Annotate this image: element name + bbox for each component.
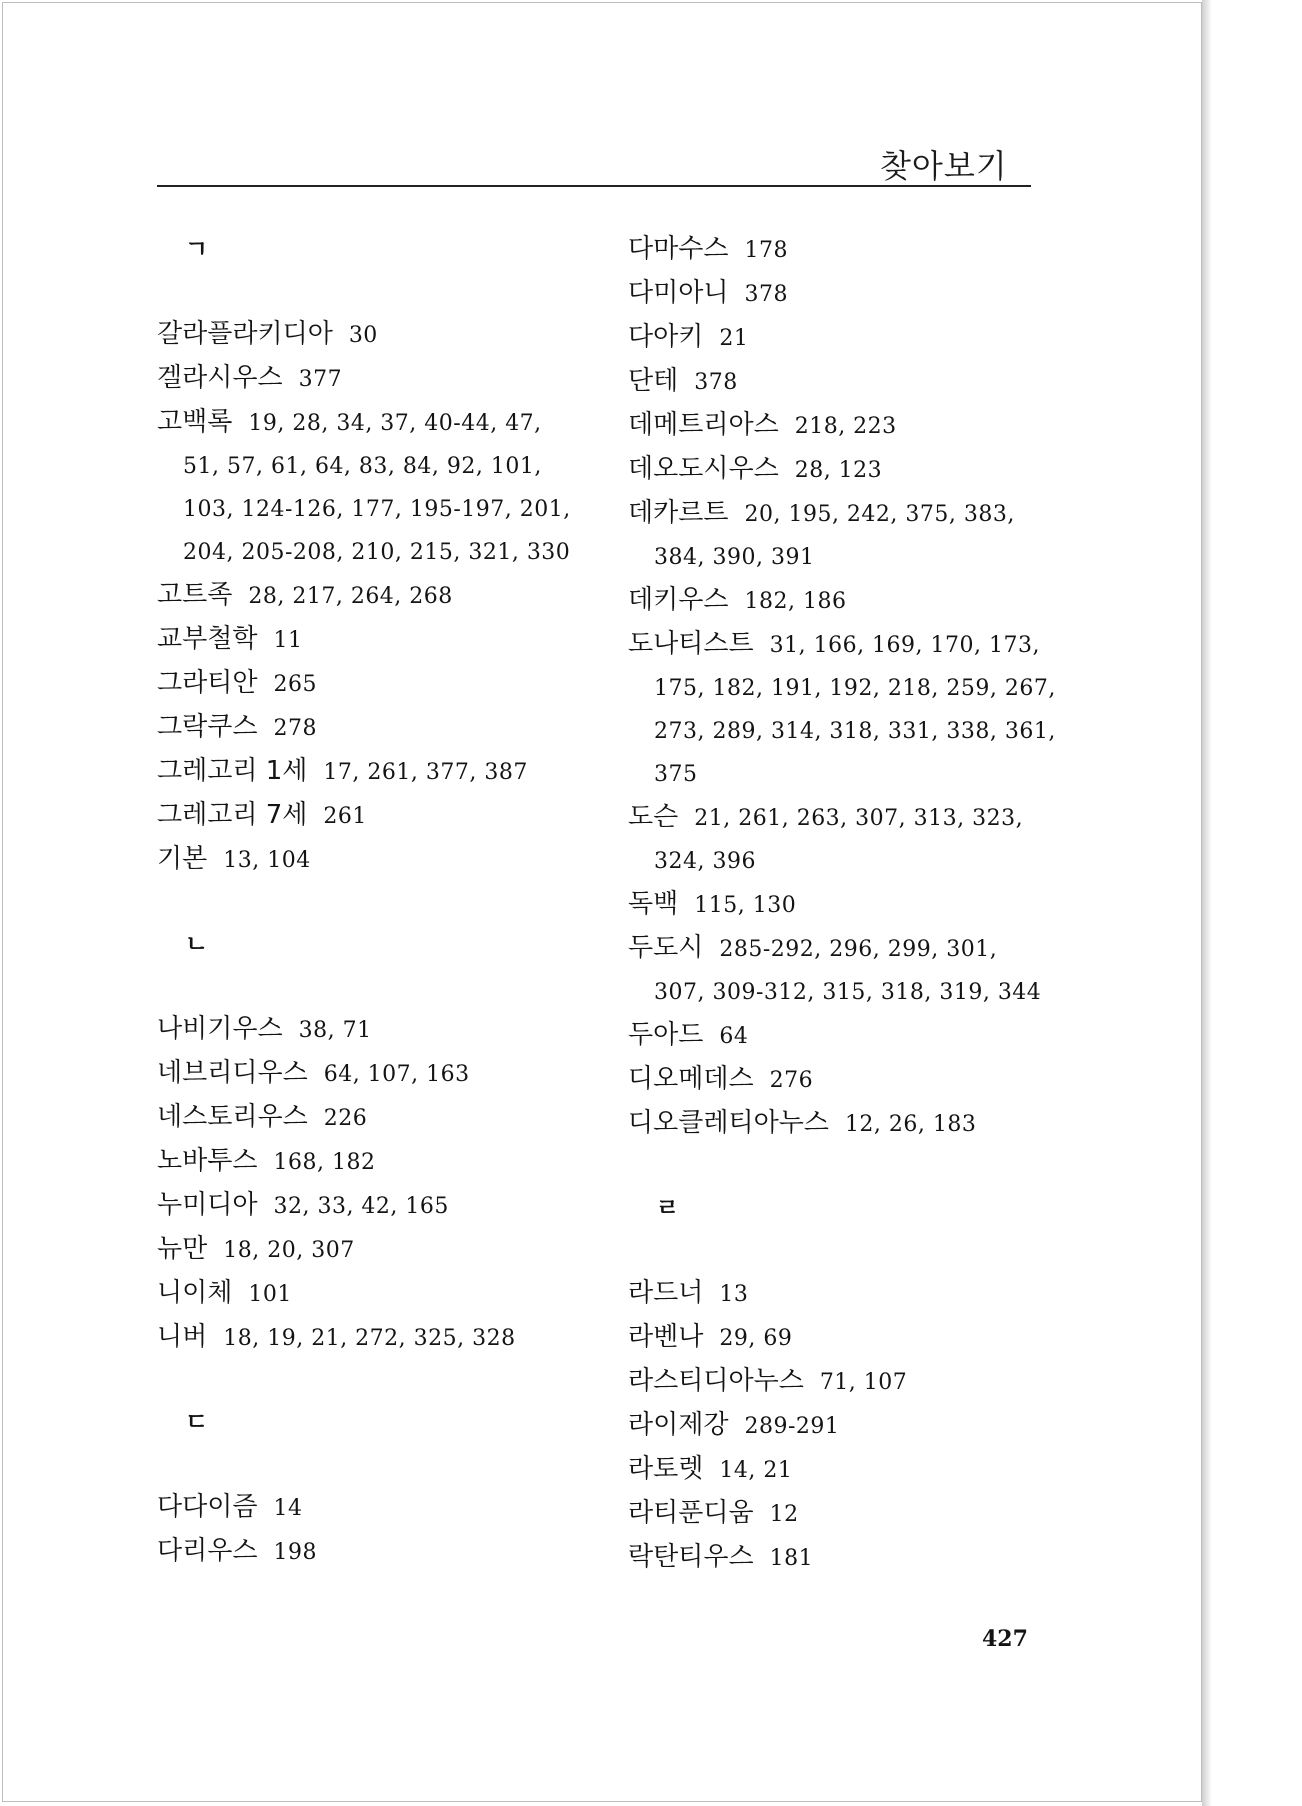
entry-pages: 13, 104 [223, 848, 311, 873]
entry-term: 라이제강 [628, 1410, 729, 1440]
index-entry [157, 1228, 577, 1272]
index-entry [628, 1058, 1068, 1102]
index-entry [628, 492, 1068, 536]
entry-term: 누미디아 [157, 1190, 258, 1220]
entry-pages: 101 [248, 1282, 292, 1307]
index-entry [157, 662, 577, 706]
entry-pages: 28, 217, 264, 268 [248, 584, 453, 609]
index-entry [157, 750, 577, 794]
entry-term: 두아드 [628, 1020, 704, 1050]
entry-term: 락탄티우스 [628, 1542, 754, 1572]
index-entry [157, 1096, 577, 1140]
entry-term: 데메트리아스 [628, 410, 779, 440]
entry-pages: 278 [273, 716, 317, 741]
entry-term: 데오도시우스 [628, 454, 779, 484]
entry-term: 도나티스트 [628, 629, 754, 659]
entry-pages: 115, 130 [694, 893, 797, 918]
entry-pages: 71, 107 [819, 1370, 908, 1395]
index-entry [628, 404, 1068, 448]
entry-term: 두도시 [628, 933, 704, 963]
entry-pages: 168, 182 [273, 1150, 376, 1175]
entry-pages: 182, 186 [744, 589, 847, 614]
index-entry [628, 1536, 1068, 1580]
entry-pages: 64, 107, 163 [323, 1062, 470, 1087]
index-entry [628, 448, 1068, 492]
index-entry [157, 1486, 577, 1530]
entry-term: 디오클레티아누스 [628, 1108, 829, 1138]
entry-term: 나비기우스 [157, 1014, 283, 1044]
entry-pages: 265 [273, 672, 317, 697]
index-entry [157, 1140, 577, 1184]
section-heading-n: ㄴ [185, 930, 209, 958]
entry-term: 다마수스 [628, 234, 729, 264]
index-entry [157, 1316, 577, 1360]
entry-term: 뉴만 [157, 1234, 208, 1264]
entry-pages: 28, 123 [794, 458, 883, 483]
index-entry [628, 316, 1068, 360]
index-entry [157, 574, 577, 618]
index-entry [157, 706, 577, 750]
entry-pages-continued: 375 [654, 762, 698, 787]
entry-pages: 12 [769, 1502, 799, 1527]
index-entry [628, 883, 1068, 927]
entry-term: 다아키 [628, 322, 704, 352]
entry-pages: 378 [744, 282, 788, 307]
entry-pages-continued: 307, 309-312, 315, 318, 319, 344 [654, 980, 1042, 1005]
index-entry [628, 579, 1068, 623]
entry-pages: 12, 26, 183 [844, 1112, 977, 1137]
entry-term: 데키우스 [628, 585, 729, 615]
entry-term: 디오메데스 [628, 1064, 754, 1094]
entry-pages-continued: 175, 182, 191, 192, 218, 259, 267, [654, 676, 1056, 701]
entry-pages-continued: 204, 205-208, 210, 215, 321, 330 [183, 540, 571, 565]
entry-pages: 276 [769, 1068, 814, 1093]
entry-term: 겔라시우스 [157, 363, 283, 393]
index-entry [628, 272, 1068, 316]
entry-pages: 32, 33, 42, 165 [273, 1194, 449, 1219]
index-entry [628, 360, 1068, 404]
index-column-left [157, 228, 577, 1574]
entry-pages-continued: 384, 390, 391 [654, 545, 815, 570]
index-entry [628, 1492, 1068, 1536]
entry-pages-continued: 51, 57, 61, 64, 83, 84, 92, 101, [183, 454, 542, 479]
entry-pages: 38, 71 [298, 1018, 372, 1043]
entry-term: 다리우스 [157, 1536, 258, 1566]
index-entry [157, 1052, 577, 1096]
entry-term: 라티푼디움 [628, 1498, 754, 1528]
entry-pages: 21, 261, 263, 307, 313, 323, [694, 806, 1024, 831]
entry-pages: 198 [273, 1540, 317, 1565]
page-number: 427 [982, 1626, 1028, 1652]
entry-pages: 13 [719, 1282, 749, 1307]
entry-term: 단테 [628, 366, 679, 396]
entry-term: 라토렛 [628, 1454, 704, 1484]
index-entry [628, 1014, 1068, 1058]
running-header: 찾아보기 [880, 147, 1008, 185]
entry-term: 니버 [157, 1322, 208, 1352]
entry-pages: 18, 19, 21, 272, 325, 328 [223, 1326, 516, 1351]
entry-pages: 64 [719, 1024, 749, 1049]
entry-pages: 226 [323, 1106, 368, 1131]
entry-term: 고트족 [157, 580, 233, 610]
index-entry [628, 796, 1068, 840]
entry-term: 다다이즘 [157, 1492, 258, 1522]
index-entry [157, 618, 577, 662]
entry-term: 노바투스 [157, 1146, 258, 1176]
entry-term: 그레고리 7세 [157, 800, 308, 830]
index-entry [628, 1448, 1068, 1492]
entry-pages: 377 [298, 367, 343, 392]
entry-pages: 20, 195, 242, 375, 383, [744, 502, 1015, 527]
index-column-right [628, 228, 1068, 1580]
entry-term: 그락쿠스 [157, 712, 258, 742]
entry-term: 갈라플라키디아 [157, 319, 333, 349]
entry-pages: 30 [348, 323, 378, 348]
entry-term: 독백 [628, 889, 679, 919]
section-heading-g: ㄱ [185, 235, 209, 263]
entry-term: 라드너 [628, 1278, 704, 1308]
index-entry [628, 1272, 1068, 1316]
index-entry [157, 313, 577, 357]
entry-term: 다미아니 [628, 278, 729, 308]
index-entry [157, 1008, 577, 1052]
entry-term: 기본 [157, 844, 208, 874]
index-entry [157, 1530, 577, 1574]
entry-pages: 181 [769, 1546, 814, 1571]
entry-term: 라벤나 [628, 1322, 704, 1352]
entry-pages: 14, 21 [719, 1458, 793, 1483]
entry-term: 고백록 [157, 407, 233, 437]
entry-pages: 11 [273, 628, 303, 653]
entry-pages: 178 [744, 238, 788, 263]
entry-pages: 29, 69 [719, 1326, 793, 1351]
index-entry [157, 357, 577, 401]
section-heading-r: ㄹ [656, 1194, 680, 1222]
index-entry [628, 927, 1068, 971]
entry-pages: 285-292, 296, 299, 301, [719, 937, 998, 962]
entry-pages-continued: 324, 396 [654, 849, 756, 874]
entry-term: 교부철학 [157, 624, 258, 654]
index-entry [157, 794, 577, 838]
index-entry [628, 228, 1068, 272]
index-entry [157, 1272, 577, 1316]
entry-pages-continued: 273, 289, 314, 318, 331, 338, 361, [654, 719, 1056, 744]
entry-term: 데카르트 [628, 498, 729, 528]
entry-pages: 378 [694, 370, 738, 395]
index-entry [157, 838, 577, 882]
section-heading-d: ㄷ [185, 1408, 209, 1436]
entry-pages: 18, 20, 307 [223, 1238, 355, 1263]
entry-term: 니이체 [157, 1278, 233, 1308]
entry-pages: 17, 261, 377, 387 [323, 760, 528, 785]
page-edge-shadow [1202, 0, 1302, 1806]
entry-pages: 31, 166, 169, 170, 173, [769, 633, 1040, 658]
entry-pages-continued: 103, 124-126, 177, 195-197, 201, [183, 497, 571, 522]
entry-term: 네브리디우스 [157, 1058, 308, 1088]
index-entry [157, 401, 577, 445]
index-entry [157, 1184, 577, 1228]
index-entry [628, 623, 1068, 667]
entry-term: 그라티안 [157, 668, 258, 698]
index-entry [628, 1360, 1068, 1404]
entry-term: 네스토리우스 [157, 1102, 308, 1132]
entry-pages: 14 [273, 1496, 303, 1521]
entry-pages: 19, 28, 34, 37, 40-44, 47, [248, 411, 542, 436]
index-entry [628, 1316, 1068, 1360]
entry-term: 라스티디아누스 [628, 1366, 804, 1396]
index-entry [628, 1102, 1068, 1146]
entry-pages: 218, 223 [794, 414, 897, 439]
index-entry [628, 1404, 1068, 1448]
entry-pages: 289-291 [744, 1414, 840, 1439]
entry-term: 도슨 [628, 802, 679, 832]
entry-term: 그레고리 1세 [157, 756, 308, 786]
entry-pages: 261 [323, 804, 367, 829]
header-rule [157, 185, 1031, 187]
entry-pages: 21 [719, 326, 749, 351]
